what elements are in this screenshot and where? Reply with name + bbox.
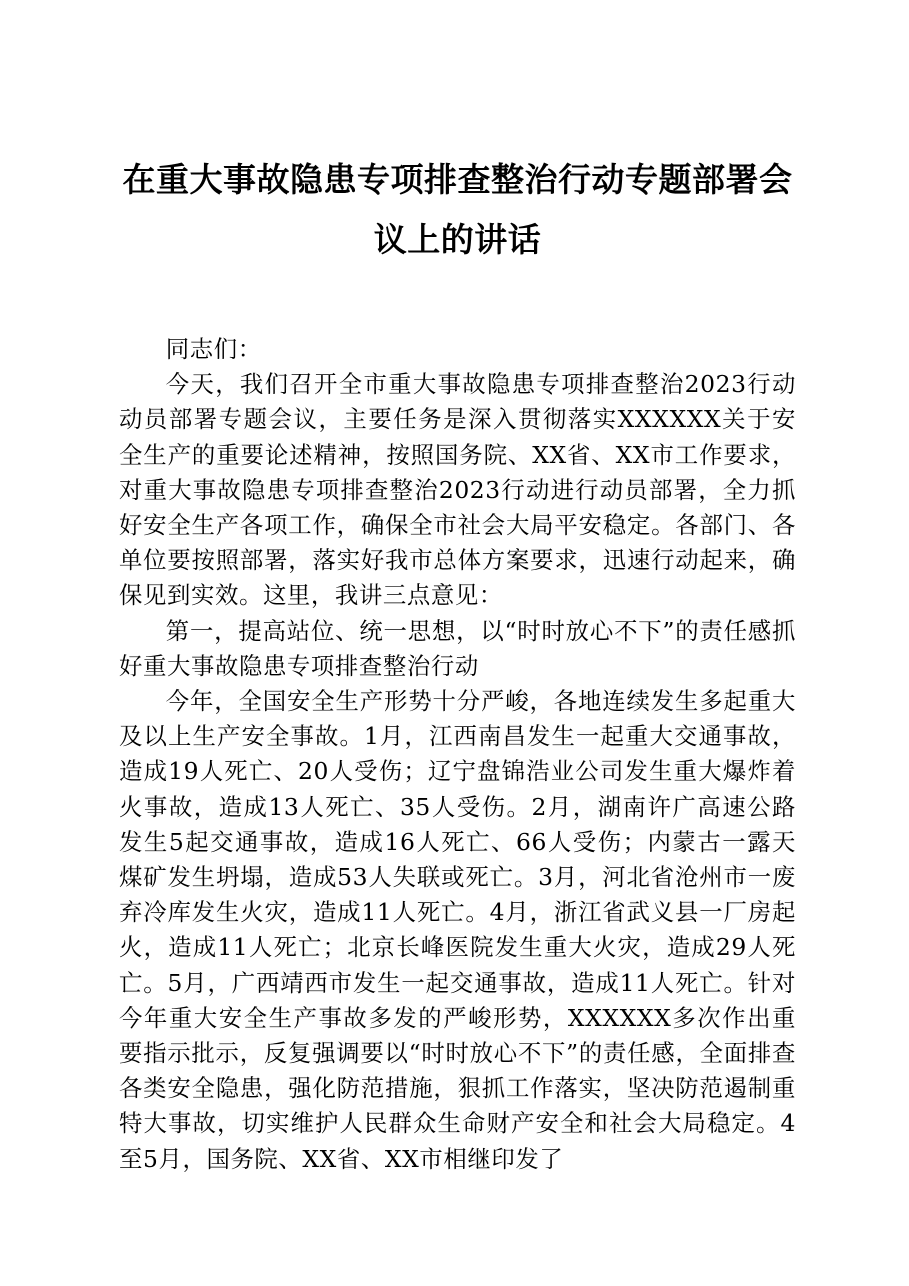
- paragraph-situation: 今年，全国安全生产形势十分严峻，各地连续发生多起重大及以上生产安全事故。1月，江西南昌发生一起重大交通事故，造成19人死亡、20人受伤；辽宁盘锦浩业公司发生重大爆炸着火事故，造成13人死亡、35人受伤。2月，湖南许广高速公路发生5起交通事故，造成16人死亡、66人受伤；内蒙古一露天煤矿发生坍塌，造成53人失联或死亡。3月，河北省沧州市一废弃冷库发生火灾，造成11人死亡。4月，浙江省武义县一厂房起火，造成11人死亡；北京长峰医院发生重大火灾，造成29人死亡。5月，广西靖西市发生一起交通事故，造成11人死亡。针对今年重大安全生产事故多发的严峻形势，XXXXXX多次作出重要指示批示，反复强调要以“时时放心不下”的责任感，全面排查各类安全隐患，强化防范措施，狠抓工作落实，坚决防范遏制重特大事故，切实维护人民群众生命财产安全和社会大局稳定。4至5月，国务院、XX省、XX市相继印发了: [119, 687, 796, 1173]
- document-title: [119, 150, 796, 270]
- paragraph-intro: 今天，我们召开全市重大事故隐患专项排查整治2023行动动员部署专题会议，主要任务是深入贯彻落实XXXXXX关于安全生产的重要论述精神，按照国务院、XX省、XX市工作要求，对重大事故隐患专项排查整治2023行动进行动员部署，全力抓好安全生产各项工作，确保全市社会大局平安稳定。各部门、各单位要按照部署，落实好我市总体方案要求，迅速行动起来，确保见到实效。这里，我讲三点意见：: [119, 370, 796, 610]
- title-line-2: 议上的讲话: [373, 220, 542, 259]
- greeting: 同志们：: [165, 335, 262, 363]
- document-body: [119, 332, 796, 1177]
- title-line-1: 在重大事故隐患专项排查整治行动专题部署会: [122, 160, 793, 199]
- section-heading-1: 第一，提高站位、统一思想，以“时时放心不下”的责任感抓好重大事故隐患专项排查整治行动: [119, 616, 796, 680]
